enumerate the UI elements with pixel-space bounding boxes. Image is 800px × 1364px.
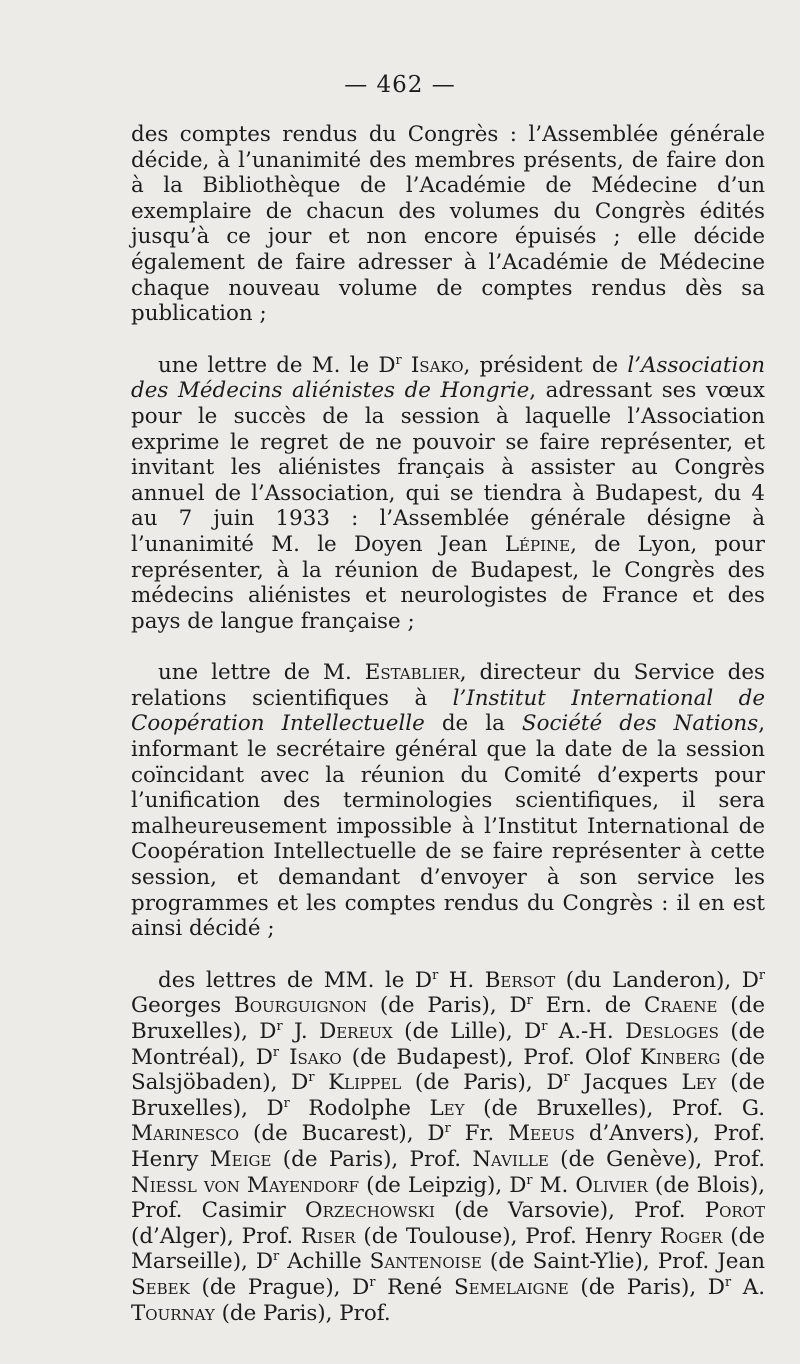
text-run: (de Bruxelles), D [131, 1070, 766, 1121]
italic-text: l’Institut International de Coopération Intellectuelle [131, 685, 765, 737]
text-run: (du Landeron), D [555, 967, 759, 993]
paragraph [131, 660, 765, 942]
text-run: (de Paris), Prof. [271, 1146, 473, 1172]
text-run: (de Saint-Ylie), Prof. Jean [481, 1249, 765, 1275]
small-caps-name: Bersot [484, 967, 556, 993]
text-run: Jacques [569, 1070, 682, 1096]
small-caps-name: Isako [289, 1044, 342, 1070]
small-caps-name: Sebek [131, 1274, 190, 1300]
text-run: (de Prague), D [189, 1274, 370, 1300]
paragraph [131, 968, 765, 1326]
small-caps-name: Semelaigne [454, 1274, 569, 1300]
superscript-text: r [563, 1070, 570, 1086]
italic-text: l’Association des Médecins aliénistes de Hongrie [131, 352, 765, 404]
text-run: d’Anvers), Prof. Henry [131, 1121, 766, 1172]
text-run: René [375, 1274, 454, 1300]
small-caps-name: Isako [410, 352, 464, 378]
superscript-text: r [444, 1121, 451, 1137]
small-caps-name: Orzechowski [305, 1198, 435, 1224]
text-run: J. [282, 1019, 320, 1044]
text-run [279, 1045, 289, 1070]
superscript-text: r [395, 352, 402, 368]
small-caps-name: Santenoise [369, 1249, 482, 1275]
text-run: de la [424, 711, 522, 737]
page-number: — 462 — [344, 72, 456, 98]
text-run: A. [731, 1274, 765, 1300]
superscript-text: r [272, 1044, 280, 1060]
text-run: (de Toulouse), Prof. Henry [355, 1223, 660, 1249]
superscript-text: r [541, 1018, 548, 1034]
small-caps-name: Tournay [131, 1300, 215, 1326]
text-run: (de Bucarest), D [239, 1121, 445, 1147]
text-run: (de Genève), Prof. [548, 1146, 766, 1172]
superscript-text: r [369, 1274, 376, 1290]
small-caps-name: Lépine [504, 531, 571, 557]
text-run: , adressant ses vœux pour le succès de la session à laquelle l’Association exprime le regret de ne pouvoir se faire représenter, et invitant les aliénistes français à assister au Congrès annuel de l’Association, qui se tiendra à Budapest, du 4 au 7 juin 1933 : l’Assemblée générale désigne à l’unanimité M. le Doyen Jean [131, 378, 765, 557]
small-caps-name: Roger [659, 1223, 723, 1249]
small-caps-name: Establier [364, 660, 460, 686]
paragraph [131, 353, 765, 635]
text-run: , informant le secrétaire général que la date de la session coïncidant avec la réunion du Comité d’experts pour l’unification des terminologies scientifiques, il sera malheureusement impossible à l’Institut International de Coopération Intellectuelle de se faire représenter à cette session, et demandant d’envoyer à son service les programmes et les comptes rendus du Congrès : il en est ainsi décidé ; [131, 711, 765, 942]
text-run: (de Paris), D [401, 1070, 564, 1096]
text-run: H. [438, 967, 485, 993]
text-run: (de Blois), Prof. Casimir [131, 1172, 765, 1224]
text-run: (de Montréal), D [131, 1019, 766, 1070]
text-run: (de Varsovie), Prof. [434, 1198, 705, 1224]
body-text [131, 122, 765, 1352]
small-caps-name: Bourguignon [233, 993, 368, 1019]
superscript-text: r [308, 1070, 315, 1086]
superscript-text: r [276, 1018, 283, 1034]
superscript-text: r [724, 1274, 732, 1290]
text-run: A.-H. [547, 1019, 626, 1044]
text-run: des lettres de MM. le D [158, 967, 433, 993]
text-run: (de Paris), D [367, 993, 527, 1019]
text-run: (de Paris), Prof. [214, 1300, 391, 1326]
text-run: des comptes rendus du Congrès : l’Assemblée générale décide, à l’unanimité des membres présents, de faire don à la Bibliothèque de l’Académie de Médecine d’un exemplaire de chacun des volumes du Congrès édités jusqu’à ce jour et non encore épuisés ; elle décide également de faire adresser à l’Académie de Médecine chaque nouveau volume de comptes rendus dès sa publication ; [131, 122, 765, 327]
small-caps-name: Olivier [575, 1172, 648, 1198]
small-caps-name: Porot [704, 1198, 765, 1224]
small-caps-name: Niessl von Mayendorf [131, 1172, 360, 1198]
small-caps-name: Marinesco [131, 1121, 240, 1147]
paragraph [131, 122, 765, 327]
italic-text: Société des Nations [521, 711, 759, 737]
text-run: M. [532, 1172, 576, 1198]
superscript-text: r [273, 1249, 280, 1265]
text-run: Ern. de [532, 993, 644, 1019]
superscript-text: r [526, 993, 533, 1009]
text-run: (de Bruxelles), Prof. G. [464, 1095, 766, 1121]
text-run: une lettre de M. [158, 660, 365, 686]
text-run: (de Marseille), D [131, 1223, 766, 1275]
superscript-text: r [283, 1095, 290, 1111]
text-run: Rodolphe [289, 1095, 430, 1121]
small-caps-name: Dereux [319, 1019, 393, 1044]
text-run: Georges [131, 993, 234, 1019]
text-run: , président de [463, 352, 628, 378]
text-run: , directeur du Service des relations scientifiques à [131, 660, 765, 711]
small-caps-name: Kinberg [640, 1044, 721, 1070]
text-run [402, 353, 411, 378]
superscript-text: r [526, 1172, 533, 1188]
text-run: (de Budapest), Prof. Olof [341, 1044, 641, 1070]
text-run: Achille [279, 1249, 370, 1275]
small-caps-name: Meeus [508, 1121, 575, 1147]
text-run: (de Leipzig), D [359, 1172, 527, 1198]
text-run: (de Lille), D [392, 1019, 542, 1044]
text-run: , de Lyon, pour représenter, à la réunion de Budapest, le Congrès des médecins aliénistes et neurologistes de France et des pays de langue française ; [131, 531, 765, 634]
small-caps-name: Ley [681, 1070, 717, 1096]
small-caps-name: Desloges [625, 1019, 719, 1044]
small-caps-name: Meige [209, 1146, 272, 1172]
small-caps-name: Naville [472, 1146, 549, 1172]
small-caps-name: Ley [429, 1095, 465, 1121]
text-run: une lettre de M. le D [158, 352, 396, 378]
text-run: (d’Alger), Prof. [131, 1223, 301, 1249]
text-run: (de Paris), D [568, 1274, 725, 1300]
superscript-text: r [432, 967, 439, 983]
superscript-text: r [758, 967, 765, 983]
text-run [314, 1070, 328, 1095]
text-run: (de Bruxelles), D [131, 993, 765, 1044]
small-caps-name: Craene [643, 993, 718, 1019]
text-run: (de Salsjöbaden), D [131, 1044, 765, 1096]
small-caps-name: Klippel [328, 1070, 402, 1096]
small-caps-name: Riser [300, 1223, 356, 1249]
text-run: Fr. [450, 1121, 509, 1147]
